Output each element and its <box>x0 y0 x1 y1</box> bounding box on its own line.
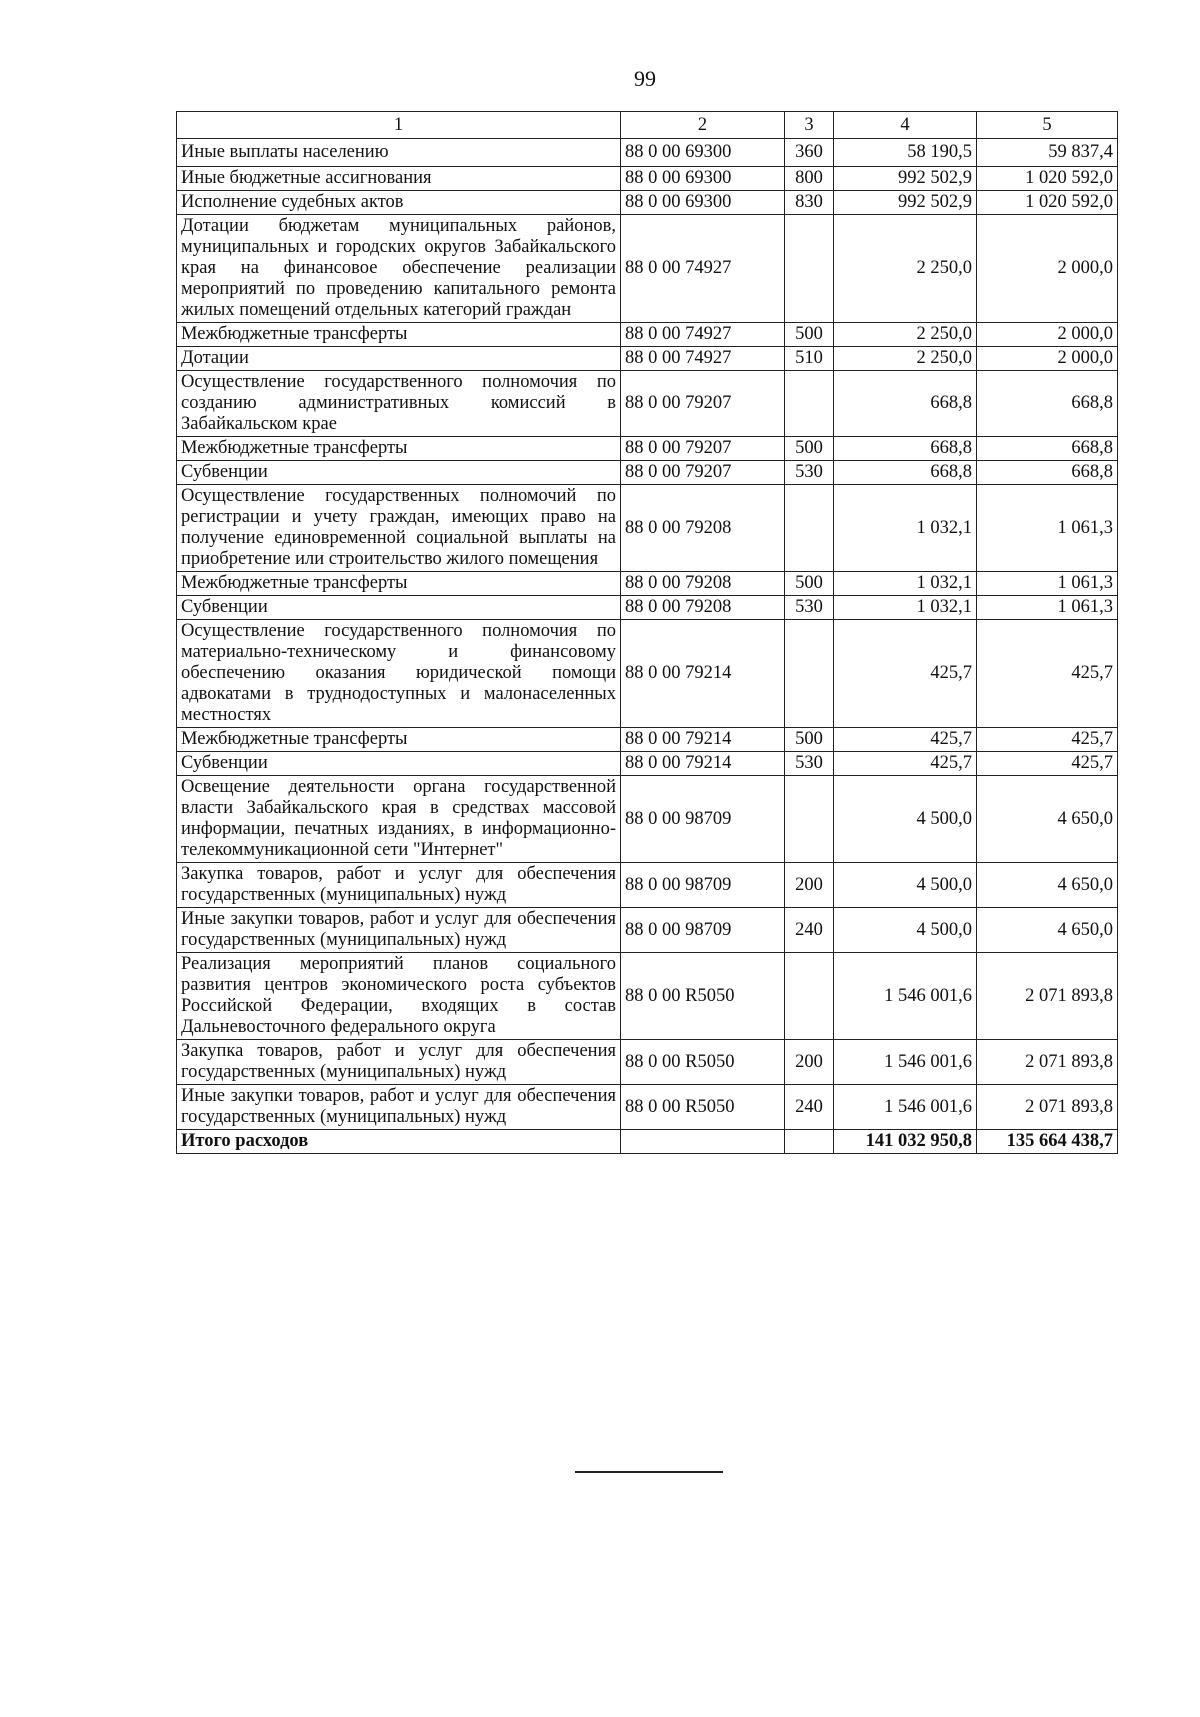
code-cell: 88 0 00 69300 <box>621 191 785 215</box>
kvr-cell: 830 <box>785 191 834 215</box>
amount-year2-cell: 4 650,0 <box>977 908 1118 953</box>
name-cell: Закупка товаров, работ и услуг для обеспечения государственных (муниципальных) нужд <box>177 863 621 908</box>
amount-year2-cell: 1 020 592,0 <box>977 191 1118 215</box>
code-cell: 88 0 00 74927 <box>621 323 785 347</box>
table-row <box>177 191 1118 215</box>
amount-year1-cell: 668,8 <box>834 461 977 485</box>
table-row <box>177 1040 1118 1085</box>
amount-year1-cell: 2 250,0 <box>834 347 977 371</box>
name-cell: Иные выплаты населению <box>177 139 621 167</box>
code-cell: 88 0 00 98709 <box>621 908 785 953</box>
amount-year2-cell: 425,7 <box>977 620 1118 728</box>
table-row <box>177 371 1118 437</box>
amount-year2-cell: 4 650,0 <box>977 776 1118 863</box>
code-cell: 88 0 00 74927 <box>621 347 785 371</box>
amount-year2-cell: 2 000,0 <box>977 215 1118 323</box>
kvr-cell <box>785 215 834 323</box>
code-cell: 88 0 00 R5050 <box>621 1040 785 1085</box>
kvr-cell: 530 <box>785 461 834 485</box>
amount-year1-cell: 1 032,1 <box>834 572 977 596</box>
name-cell: Осуществление государственного полномочия по материально-техническому и финансовому обеспечению оказания юридической помощи адвокатами в труднодоступных и малонаселенных местностях <box>177 620 621 728</box>
amount-year2-cell: 1 061,3 <box>977 596 1118 620</box>
amount-year2-cell: 668,8 <box>977 437 1118 461</box>
kvr-cell <box>785 620 834 728</box>
kvr-cell <box>785 953 834 1040</box>
table-row <box>177 752 1118 776</box>
table-row <box>177 620 1118 728</box>
amount-year2-cell: 2 000,0 <box>977 323 1118 347</box>
kvr-cell: 530 <box>785 596 834 620</box>
name-cell: Дотации бюджетам муниципальных районов, муниципальных и городских округов Забайкальского края на финансовое обеспечение реализации мероприятий по проведению капитального ремонта жилых помещений отдельных категорий граждан <box>177 215 621 323</box>
code-cell: 88 0 00 79208 <box>621 572 785 596</box>
amount-year2-cell: 2 071 893,8 <box>977 1085 1118 1130</box>
name-cell: Иные закупки товаров, работ и услуг для обеспечения государственных (муниципальных) нужд <box>177 1085 621 1130</box>
kvr-cell: 530 <box>785 752 834 776</box>
name-cell: Межбюджетные трансферты <box>177 572 621 596</box>
kvr-cell: 240 <box>785 1085 834 1130</box>
kvr-cell: 500 <box>785 728 834 752</box>
name-cell: Субвенции <box>177 461 621 485</box>
header-cell-1: 1 <box>177 112 621 139</box>
page-number: 99 <box>634 66 656 91</box>
name-cell: Закупка товаров, работ и услуг для обеспечения государственных (муниципальных) нужд <box>177 1040 621 1085</box>
empty-code-cell <box>621 1130 785 1154</box>
table-row <box>177 728 1118 752</box>
amount-year2-cell: 2 071 893,8 <box>977 1040 1118 1085</box>
name-cell: Субвенции <box>177 752 621 776</box>
code-cell: 88 0 00 79207 <box>621 461 785 485</box>
table-row <box>177 347 1118 371</box>
table-row <box>177 485 1118 572</box>
table-row <box>177 167 1118 191</box>
header-cell-4: 4 <box>834 112 977 139</box>
name-cell: Иные закупки товаров, работ и услуг для обеспечения государственных (муниципальных) нужд <box>177 908 621 953</box>
table-row <box>177 215 1118 323</box>
total-row <box>177 1130 1118 1154</box>
kvr-cell: 500 <box>785 323 834 347</box>
amount-year1-cell: 4 500,0 <box>834 908 977 953</box>
amount-year1-cell: 1 546 001,6 <box>834 1085 977 1130</box>
amount-year1-cell: 992 502,9 <box>834 191 977 215</box>
amount-year2-cell: 668,8 <box>977 371 1118 437</box>
amount-year2-cell: 4 650,0 <box>977 863 1118 908</box>
table-row <box>177 863 1118 908</box>
kvr-cell: 800 <box>785 167 834 191</box>
amount-year1-cell: 1 546 001,6 <box>834 953 977 1040</box>
header-cell-5: 5 <box>977 112 1118 139</box>
table-row <box>177 437 1118 461</box>
code-cell: 88 0 00 R5050 <box>621 1085 785 1130</box>
name-cell: Исполнение судебных актов <box>177 191 621 215</box>
table-row <box>177 908 1118 953</box>
amount-year1-cell: 4 500,0 <box>834 863 977 908</box>
name-cell: Иные бюджетные ассигнования <box>177 167 621 191</box>
kvr-cell: 200 <box>785 863 834 908</box>
table-row <box>177 953 1118 1040</box>
amount-year1-cell: 425,7 <box>834 728 977 752</box>
code-cell: 88 0 00 74927 <box>621 215 785 323</box>
table-row <box>177 776 1118 863</box>
code-cell: 88 0 00 79207 <box>621 371 785 437</box>
bottom-divider <box>575 1471 723 1473</box>
table-row <box>177 1085 1118 1130</box>
total-label-cell: Итого расходов <box>177 1130 621 1154</box>
kvr-cell <box>785 776 834 863</box>
amount-year1-cell: 1 032,1 <box>834 485 977 572</box>
amount-year1-cell: 2 250,0 <box>834 323 977 347</box>
kvr-cell: 500 <box>785 572 834 596</box>
name-cell: Осуществление государственного полномочия по созданию административных комиссий в Забайкальском крае <box>177 371 621 437</box>
kvr-cell <box>785 485 834 572</box>
code-cell: 88 0 00 98709 <box>621 776 785 863</box>
amount-year1-cell: 1 546 001,6 <box>834 1040 977 1085</box>
name-cell: Реализация мероприятий планов социального развития центров экономического роста субъектов Российской Федерации, входящих в состав Дальневосточного федерального округа <box>177 953 621 1040</box>
total-year1-cell: 141 032 950,8 <box>834 1130 977 1154</box>
budget-table <box>176 111 1118 1154</box>
amount-year2-cell: 425,7 <box>977 752 1118 776</box>
table-row <box>177 596 1118 620</box>
code-cell: 88 0 00 79207 <box>621 437 785 461</box>
amount-year1-cell: 668,8 <box>834 371 977 437</box>
name-cell: Дотации <box>177 347 621 371</box>
name-cell: Осуществление государственных полномочий по регистрации и учету граждан, имеющих право на получение единовременной социальной выплаты на приобретение или строительство жилого помещения <box>177 485 621 572</box>
table-header-row <box>177 112 1118 139</box>
code-cell: 88 0 00 79208 <box>621 485 785 572</box>
amount-year2-cell: 2 000,0 <box>977 347 1118 371</box>
amount-year1-cell: 1 032,1 <box>834 596 977 620</box>
kvr-cell: 200 <box>785 1040 834 1085</box>
code-cell: 88 0 00 R5050 <box>621 953 785 1040</box>
name-cell: Межбюджетные трансферты <box>177 323 621 347</box>
amount-year2-cell: 1 061,3 <box>977 572 1118 596</box>
amount-year1-cell: 2 250,0 <box>834 215 977 323</box>
amount-year1-cell: 992 502,9 <box>834 167 977 191</box>
amount-year2-cell: 2 071 893,8 <box>977 953 1118 1040</box>
code-cell: 88 0 00 79214 <box>621 620 785 728</box>
name-cell: Межбюджетные трансферты <box>177 437 621 461</box>
name-cell: Освещение деятельности органа государственной власти Забайкальского края в средствах массовой информации, печатных изданиях, в информационно-телекоммуникационной сети "Интернет" <box>177 776 621 863</box>
code-cell: 88 0 00 69300 <box>621 139 785 167</box>
amount-year1-cell: 668,8 <box>834 437 977 461</box>
header-cell-3: 3 <box>785 112 834 139</box>
amount-year1-cell: 58 190,5 <box>834 139 977 167</box>
amount-year2-cell: 59 837,4 <box>977 139 1118 167</box>
table-row <box>177 323 1118 347</box>
kvr-cell: 360 <box>785 139 834 167</box>
table-row <box>177 572 1118 596</box>
kvr-cell: 240 <box>785 908 834 953</box>
header-cell-2: 2 <box>621 112 785 139</box>
kvr-cell: 510 <box>785 347 834 371</box>
amount-year2-cell: 425,7 <box>977 728 1118 752</box>
amount-year2-cell: 1 020 592,0 <box>977 167 1118 191</box>
name-cell: Межбюджетные трансферты <box>177 728 621 752</box>
code-cell: 88 0 00 79214 <box>621 752 785 776</box>
total-year2-cell: 135 664 438,7 <box>977 1130 1118 1154</box>
kvr-cell <box>785 371 834 437</box>
code-cell: 88 0 00 98709 <box>621 863 785 908</box>
amount-year1-cell: 425,7 <box>834 752 977 776</box>
amount-year2-cell: 668,8 <box>977 461 1118 485</box>
code-cell: 88 0 00 79214 <box>621 728 785 752</box>
code-cell: 88 0 00 79208 <box>621 596 785 620</box>
amount-year1-cell: 4 500,0 <box>834 776 977 863</box>
table-row <box>177 461 1118 485</box>
table-row <box>177 139 1118 167</box>
kvr-cell: 500 <box>785 437 834 461</box>
name-cell: Субвенции <box>177 596 621 620</box>
empty-kvr-cell <box>785 1130 834 1154</box>
amount-year1-cell: 425,7 <box>834 620 977 728</box>
amount-year2-cell: 1 061,3 <box>977 485 1118 572</box>
code-cell: 88 0 00 69300 <box>621 167 785 191</box>
